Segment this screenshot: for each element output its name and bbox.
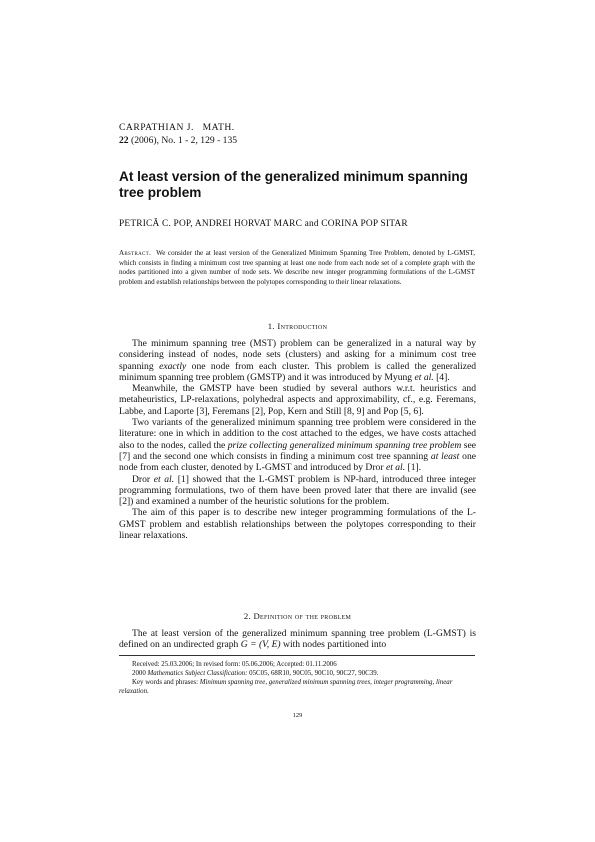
section-title: Introduction	[277, 321, 328, 331]
footnote-rule	[119, 655, 475, 656]
footnote-keywords: Key words and phrases: Minimum spanning tree, generalized minimum spanning trees, integer programming, linear relaxation.	[119, 679, 453, 695]
journal-issue-details: (2006), No. 1 - 2, 129 - 135	[131, 135, 238, 146]
section-heading-introduction	[0, 321, 595, 331]
section-title: Definition of the problem	[253, 611, 352, 621]
page-number: 129	[292, 712, 303, 719]
journal-header	[119, 121, 237, 147]
journal-subject: MATH.	[202, 122, 235, 133]
footnote-received: Received: 25.03.2006; In revised form: 05.06.2006; Accepted: 01.11.2006	[132, 661, 337, 668]
abstract	[119, 249, 475, 287]
definition-body	[119, 628, 476, 651]
section-number: 2.	[243, 611, 251, 621]
graph-notation: G = (V, E)	[240, 639, 281, 651]
paper-title: At least version of the generalized minimum spanning tree problem	[119, 169, 468, 200]
footnotes	[119, 660, 475, 696]
definition-paragraph-1: The at least version of the generalized minimum spanning tree problem (L-GMST) is defined on an undirected graph G = (V, E) with nodes partitioned into	[119, 628, 476, 651]
footnote-msc: 2000 Mathematics Subject Classification: 05C05, 68R10, 90C05, 90C10, 90C27, 90C39.	[132, 670, 379, 677]
section-heading-definition	[0, 611, 595, 621]
abstract-heading: Abstract.	[119, 249, 152, 257]
abstract-text: We consider the at least version of the Generalized Minimum Spanning Tree Problem, denoted by L-GMST, which consists in finding a minimum cost tree spanning at least one node from each node set of a complete graph with the nodes partitioned into a given number of node sets. We describe new integer programming formulations of the L-GMST problem and establish relationships between the polytopes corresponding to their linear relaxations.	[119, 249, 475, 286]
journal-issue-line	[119, 134, 237, 147]
journal-name: CARPATHIAN J.	[119, 122, 194, 133]
section-number: 1.	[267, 321, 275, 331]
intro-paragraph-4: Dror et al. [1] showed that the L-GMST problem is NP-hard, introduced three integer programming formulations, two of them have been proved later that there are invalid (see [2]) and examined a number of the heuristic solutions for the problem.	[119, 473, 476, 508]
paper-authors: PETRICĂ C. POP, ANDREI HORVAT MARC and CORINA POP SITAR	[119, 219, 408, 229]
introduction-body	[119, 338, 476, 541]
intro-paragraph-3: Two variants of the generalized minimum spanning tree problem were considered in the literature: one in which in addition to the cost attached to the edges, we have costs attached also to the nodes, called the prize collecting generalized minimum spanning tree problem see [7] and the second one which consists in finding a minimum cost tree spanning at least one node from each cluster, denoted by L-GMST and introduced by Dror et al. [1].	[119, 417, 476, 474]
intro-paragraph-2: Meanwhile, the GMSTP have been studied by several authors w.r.t. heuristics and metaheuristics, LP-relaxations, polyhedral aspects and approximability, cf., e.g. Feremans, Labbe, and Laporte [3], Feremans [2], Pop, Kern and Still [8, 9] and Pop [5, 6].	[119, 383, 476, 417]
intro-paragraph-1: The minimum spanning tree (MST) problem can be generalized in a natural way by considering instead of nodes, node sets (clusters) and asking for a minimum cost tree spanning exactly one node from each cluster. This problem is called the generalized minimum spanning tree problem (GMSTP) and it was introduced by Myung et al. [4].	[119, 338, 477, 383]
journal-volume: 22	[119, 135, 129, 146]
journal-name-line	[119, 121, 237, 134]
intro-paragraph-5: The aim of this paper is to describe new integer programming formulations of the L-GMST problem and establish relationships between the polytopes corresponding to their linear relaxations.	[119, 507, 476, 542]
